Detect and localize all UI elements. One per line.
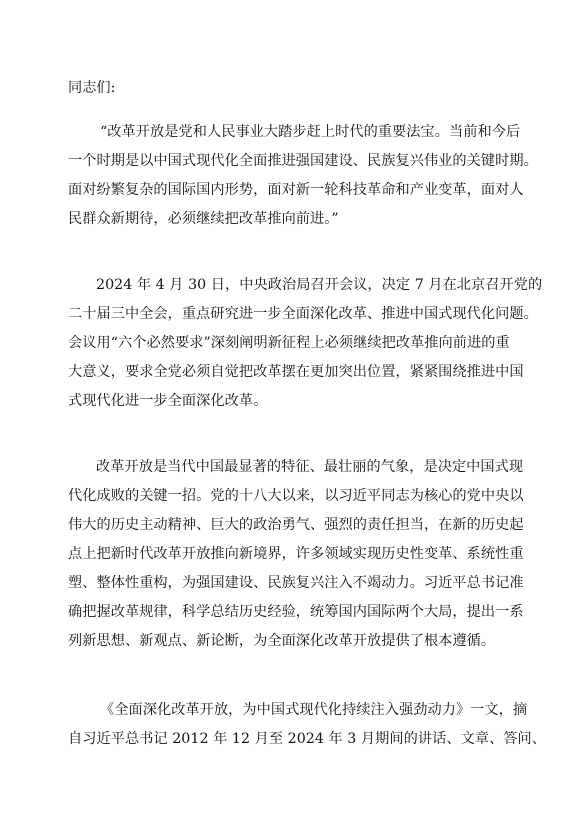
paragraph-4-line-1: 《全面深化改革开放，为中国式现代化持续注入强劲动力》一文，摘: [100, 702, 528, 718]
paragraph-3-line-5: 塑、整体性重构，为强国建设、民族复兴注入不竭动力。习近平总书记准: [68, 575, 524, 591]
paragraph-1-line-4: 民群众新期待，必须继续把改革推向前进。”: [68, 211, 339, 227]
paragraph-1-line-2: 一个时期是以中国式现代化全面推进强国建设、民族复兴伟业的关键时期。: [68, 153, 538, 169]
salutation: 同志们:: [68, 80, 116, 96]
paragraph-2-line-4: 大意义，要求全党必须自觉把改革摆在更加突出位置，紧紧围绕推进中国: [68, 364, 524, 380]
paragraph-2-line-3: 会议用“六个必然要求”深刻阐明新征程上必须继续把改革推向前进的重: [68, 335, 510, 351]
paragraph-3-line-4: 点上把新时代改革开放推向新境界，许多领域实现历史性变革、系统性重: [68, 546, 524, 562]
paragraph-2-line-5: 式现代化进一步全面深化改革。: [68, 393, 268, 409]
paragraph-2-line-1: 2024 年 4 月 30 日，中央政治局召开会议，决定 7 月在北京召开党的: [96, 277, 543, 293]
paragraph-2-line-2: 二十届三中全会，重点研究进一步全面深化改革、推进中国式现代化问题。: [68, 306, 538, 322]
paragraph-3-line-3: 伟大的历史主动精神、巨大的政治勇气、强烈的责任担当，在新的历史起: [68, 517, 524, 533]
paragraph-3-line-1: 改革开放是当代中国最显著的特征、最壮丽的气象，是决定中国式现: [96, 459, 524, 475]
paragraph-1-line-1: “改革开放是党和人民事业大踏步赶上时代的重要法宝。当前和今后: [100, 124, 521, 140]
paragraph-3-line-7: 列新思想、新观点、新论断，为全面深化改革开放提供了根本遵循。: [68, 633, 496, 649]
paragraph-3-line-6: 确把握改革规律，科学总结历史经验，统筹国内国际两个大局，提出一系: [68, 604, 524, 620]
paragraph-3-line-2: 代化成败的关键一招。党的十八大以来，以习近平同志为核心的党中央以: [68, 488, 524, 504]
paragraph-1-line-3: 面对纷繁复杂的国际国内形势，面对新一轮科技革命和产业变革，面对人: [68, 182, 524, 198]
paragraph-4-line-2: 自习近平总书记 2012 年 12 月至 2024 年 3 月期间的讲话、文章、答问、: [68, 731, 547, 747]
